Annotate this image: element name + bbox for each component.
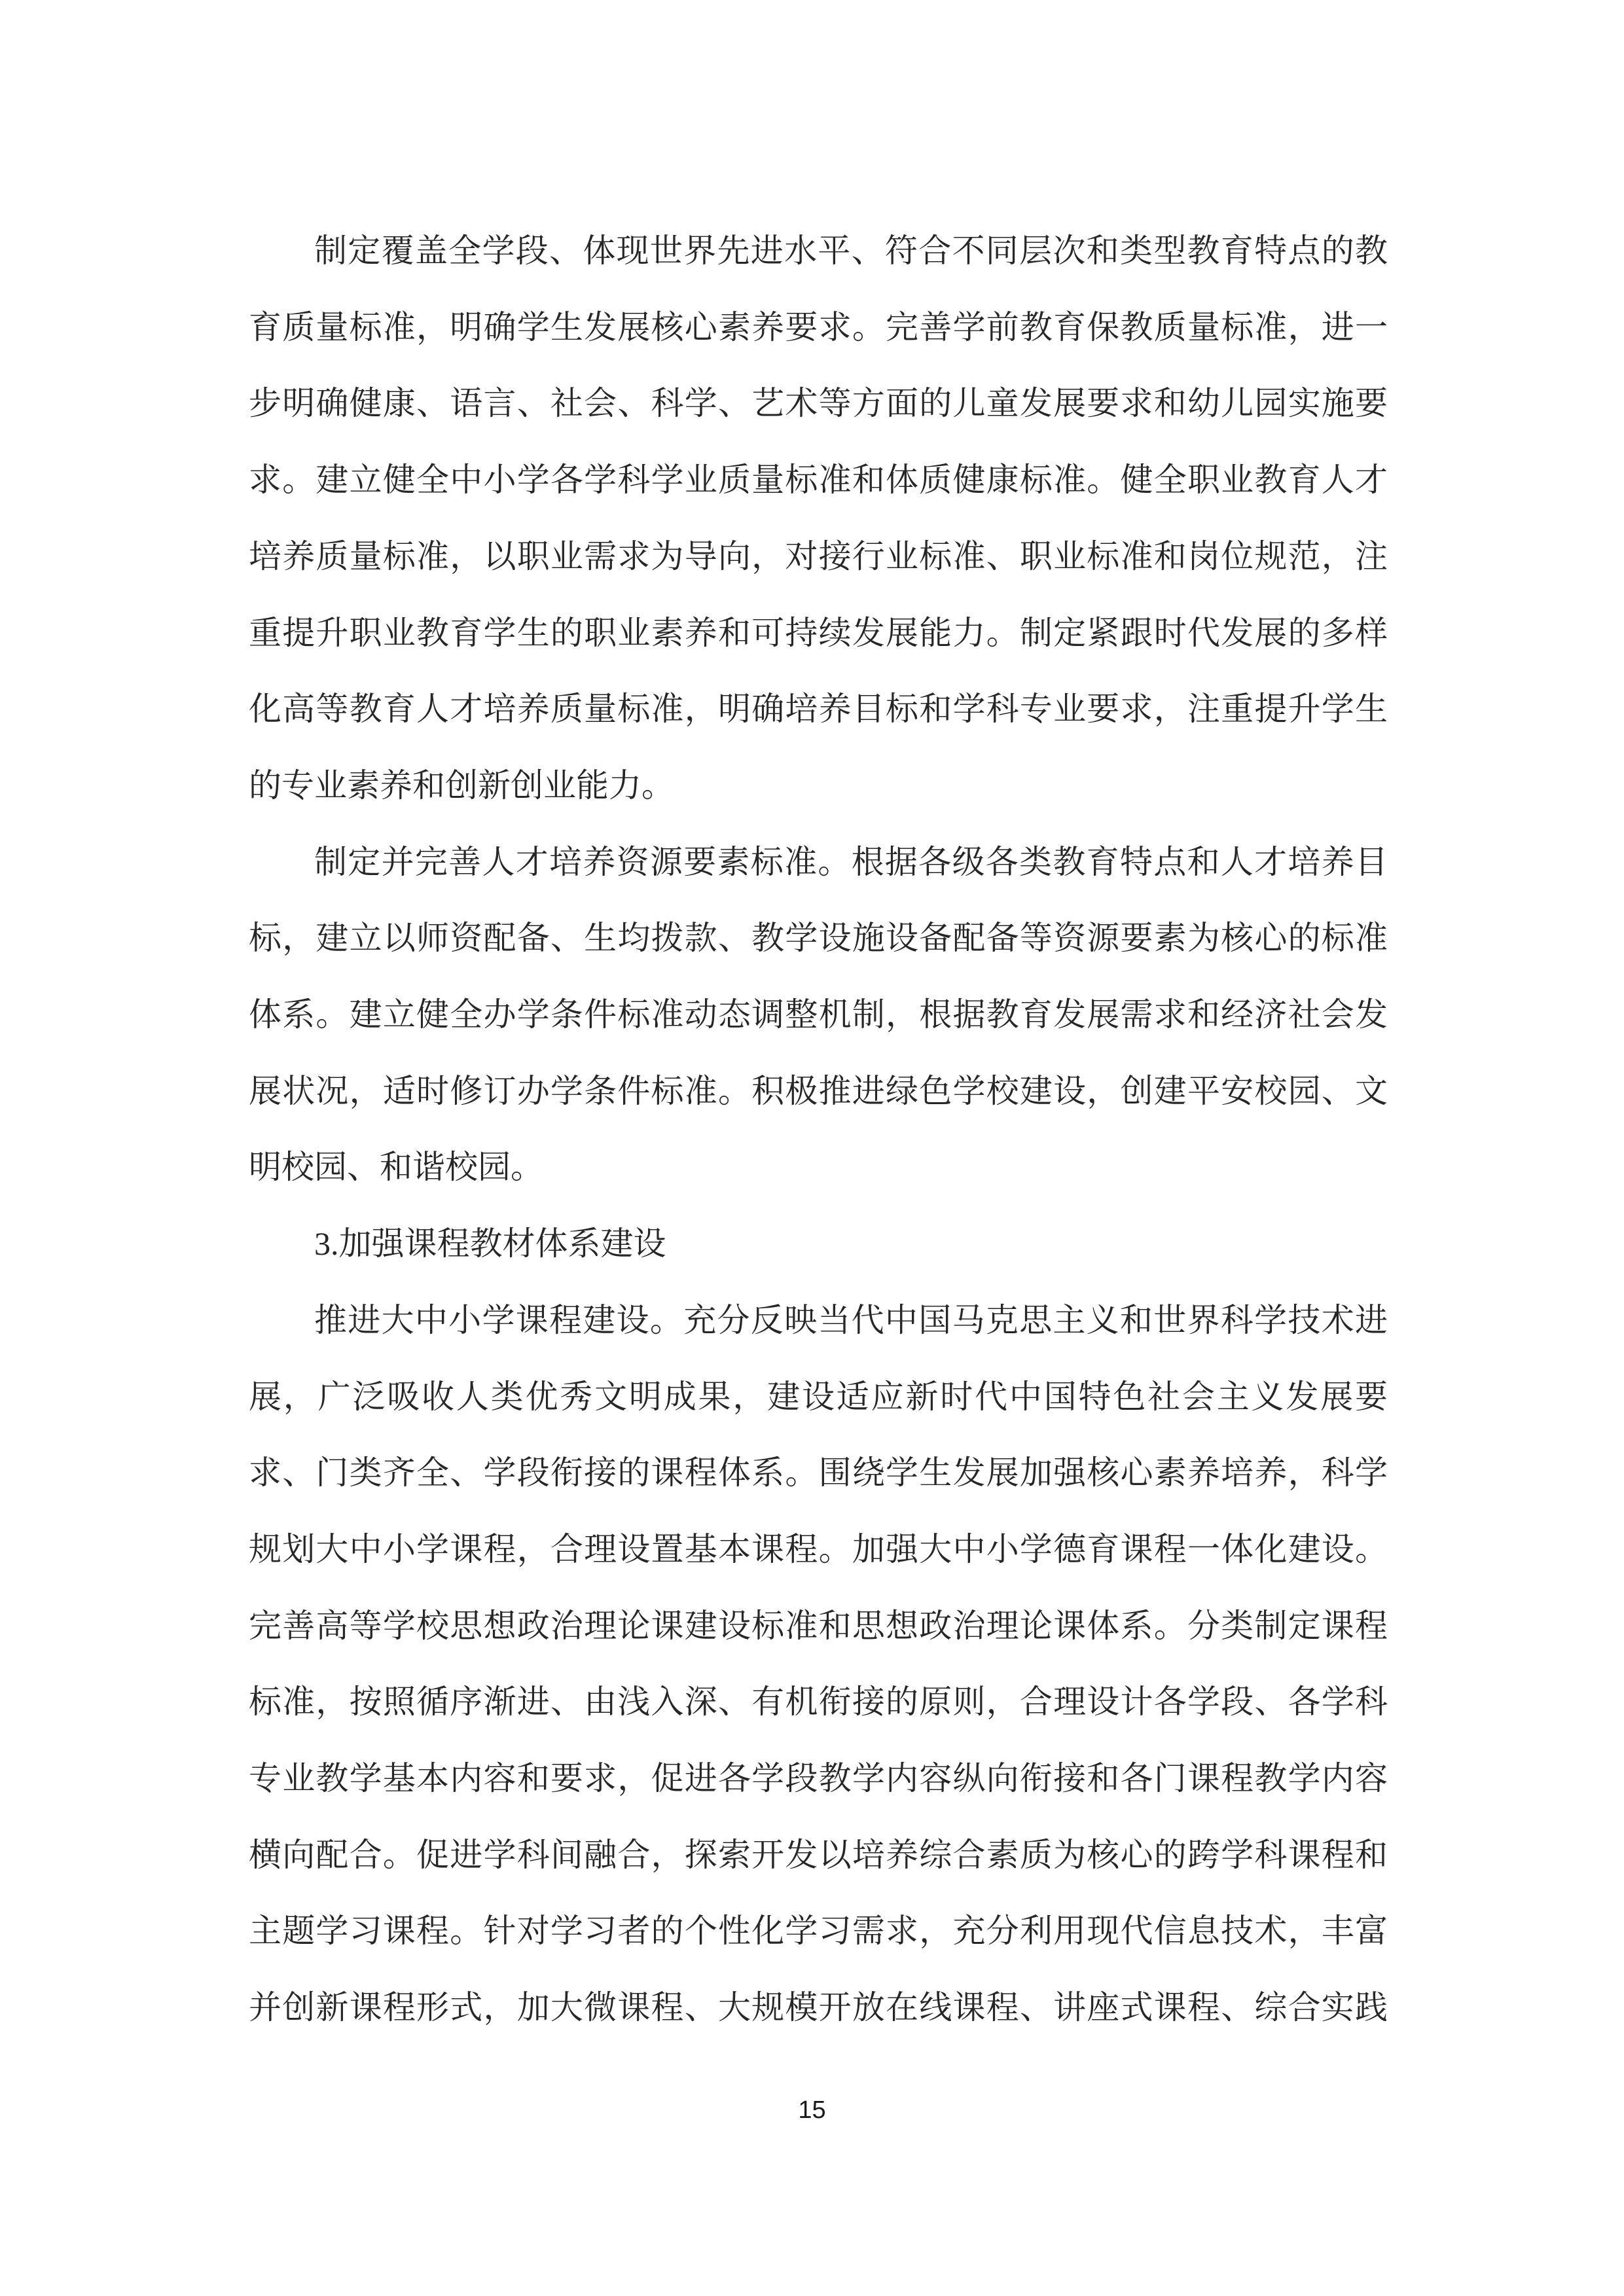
paragraph-quality-standards: 制定覆盖全学段、体现世界先进水平、符合不同层次和类型教育特点的教育质量标准，明确学生发展核心素养要求。完善学前教育保教质量标准，进一步明确健康、语言、社会、科学、艺术等方面的儿童发展要求和幼儿园实施要求。建立健全中小学各学科学业质量标准和体质健康标准。健全职业教育人才培养质量标准，以职业需求为导向，对接行业标准、职业标准和岗位规范，注重提升职业教育学生的职业素养和可持续发展能力。制定紧跟时代发展的多样化高等教育人才培养质量标准，明确培养目标和学科专业要求，注重提升学生的专业素养和创新创业能力。 <box>249 232 1388 804</box>
heading-section-3-curriculum: 3.加强课程教材体系建设 <box>314 1225 666 1263</box>
paragraph-resource-standards: 制定并完善人才培养资源要素标准。根据各级各类教育特点和人才培养目标，建立以师资配备、生均拨款、教学设施设备配备等资源要素为核心的标准体系。建立健全办学条件标准动态调整机制，根据教育发展需求和经济社会发展状况，适时修订办学条件标准。积极推进绿色学校建设，创建平安校园、文明校园、和谐校园。 <box>249 843 1388 1186</box>
page-number: 15 <box>798 2096 826 2124</box>
paragraph-curriculum-building: 推进大中小学课程建设。充分反映当代中国马克思主义和世界科学技术进展，广泛吸收人类优秀文明成果，建设适应新时代中国特色社会主义发展要求、门类齐全、学段衔接的课程体系。围绕学生发展加强核心素养培养，科学规划大中小学课程，合理设置基本课程。加强大中小学德育课程一体化建设。完善高等学校思想政治理论课建设标准和思想政治理论课体系。分类制定课程标准，按照循序渐进、由浅入深、有机衔接的原则，合理设计各学段、各学科专业教学基本内容和要求，促进各学段教学内容纵向衔接和各门课程教学内容横向配合。促进学科间融合，探索开发以培养综合素质为核心的跨学科课程和主题学习课程。针对学习者的个性化学习需求，充分利用现代信息技术，丰富并创新课程形式，加大微课程、大规模开放在线课程、讲座式课程、综合实践 <box>249 1301 1388 2026</box>
page-footer <box>0 2093 1624 2127</box>
document-body <box>249 213 1388 2046</box>
